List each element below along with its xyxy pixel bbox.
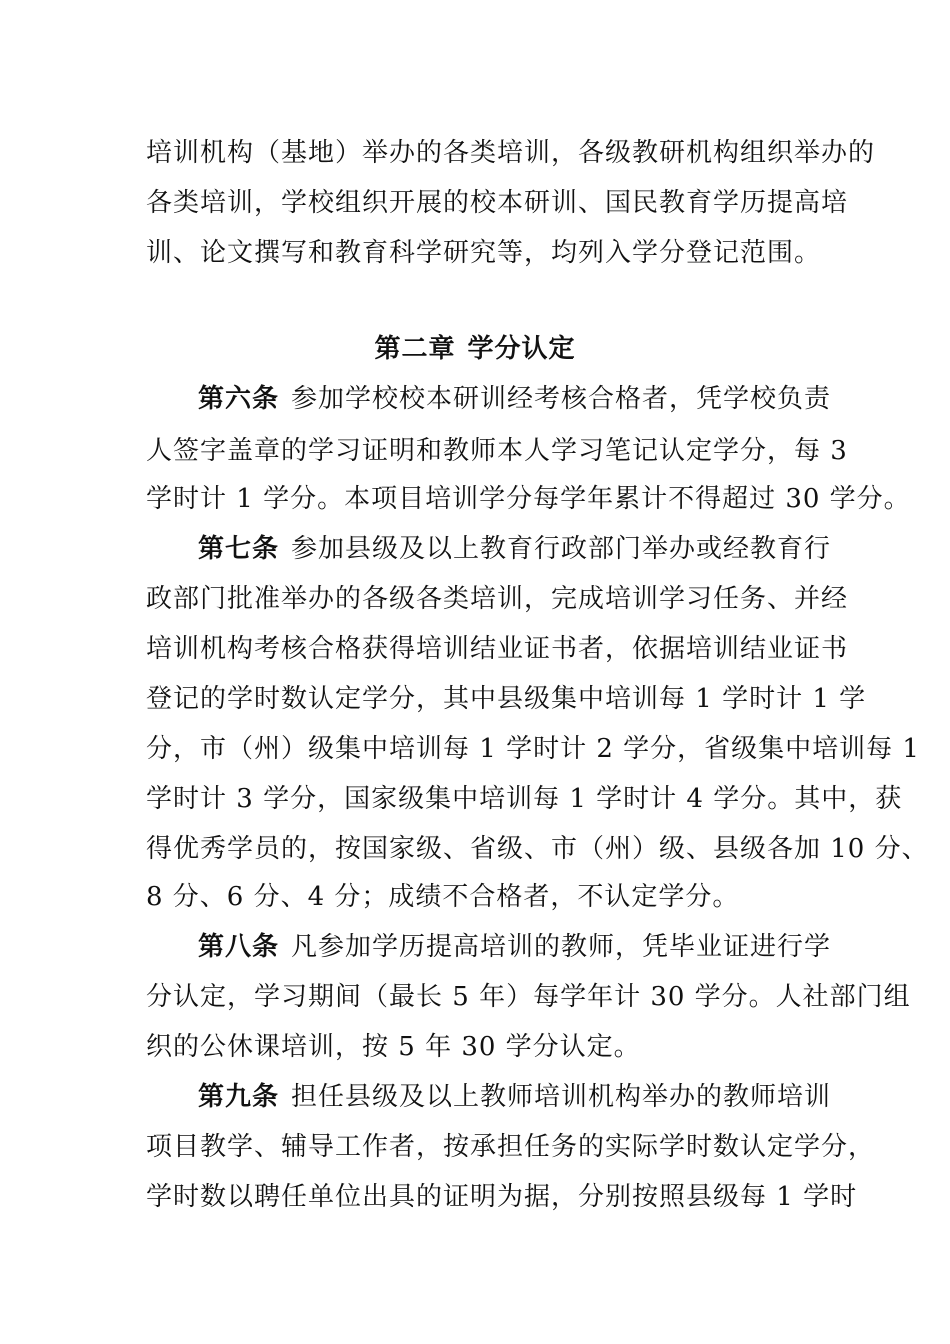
article-9-line: 学时数以聘任单位出具的证明为据，分别按照县级每 1 学时	[146, 1182, 858, 1212]
article-7-line: 分，市（州）级集中培训每 1 学时计 2 学分，省级集中培训每 1	[146, 734, 920, 764]
article-9-line: 项目教学、辅导工作者，按承担任务的实际学时数认定学分，	[146, 1132, 876, 1162]
article-9-first-line	[198, 1080, 831, 1114]
article-7-line: 登记的学时数认定学分，其中县级集中培训每 1 学时计 1 学	[146, 684, 867, 714]
article-8-line: 织的公休课培训，按 5 年 30 学分认定。	[146, 1032, 641, 1062]
article-7-line: 培训机构考核合格获得培训结业证书者，依据培训结业证书	[146, 634, 849, 664]
article-7-label: 第七条	[198, 534, 280, 564]
article-9-label: 第九条	[198, 1082, 280, 1112]
article-7-line: 政部门批准举办的各级各类培训，完成培训学习任务、并经	[146, 584, 849, 614]
chapter-title: 学分认定	[467, 334, 576, 364]
article-7-line: 得优秀学员的，按国家级、省级、市（州）级、县级各加 10 分、	[146, 834, 929, 864]
chapter-number: 第二章	[374, 334, 456, 364]
article-6-first-line	[198, 382, 831, 416]
article-6-line: 人签字盖章的学习证明和教师本人学习笔记认定学分，每 3	[146, 436, 848, 466]
article-6-text: 参加学校校本研训经考核合格者，凭学校负责	[291, 384, 832, 414]
intro-line-3: 训、论文撰写和教育科学研究等，均列入学分登记范围。	[146, 238, 822, 268]
article-7-first-line	[198, 532, 831, 566]
article-8-text: 凡参加学历提高培训的教师，凭毕业证进行学	[291, 932, 832, 962]
article-7-line: 8 分、6 分、4 分；成绩不合格者，不认定学分。	[146, 882, 740, 912]
article-8-first-line	[198, 930, 831, 964]
intro-line-1: 培训机构（基地）举办的各类培训，各级教研机构组织举办的	[146, 138, 876, 168]
article-7-line: 学时计 3 学分，国家级集中培训每 1 学时计 4 学分。其中，获	[146, 784, 903, 814]
article-6-line: 学时计 1 学分。本项目培训学分每学年累计不得超过 30 学分。	[146, 484, 911, 514]
article-6-label: 第六条	[198, 384, 280, 414]
article-7-text: 参加县级及以上教育行政部门举办或经教育行	[291, 534, 832, 564]
article-9-text: 担任县级及以上教师培训机构举办的教师培训	[291, 1082, 832, 1112]
intro-line-2: 各类培训，学校组织开展的校本研训、国民教育学历提高培	[146, 188, 849, 218]
chapter-heading	[0, 332, 950, 366]
article-8-label: 第八条	[198, 932, 280, 962]
article-8-line: 分认定，学习期间（最长 5 年）每学年计 30 学分。人社部门组	[146, 982, 911, 1012]
